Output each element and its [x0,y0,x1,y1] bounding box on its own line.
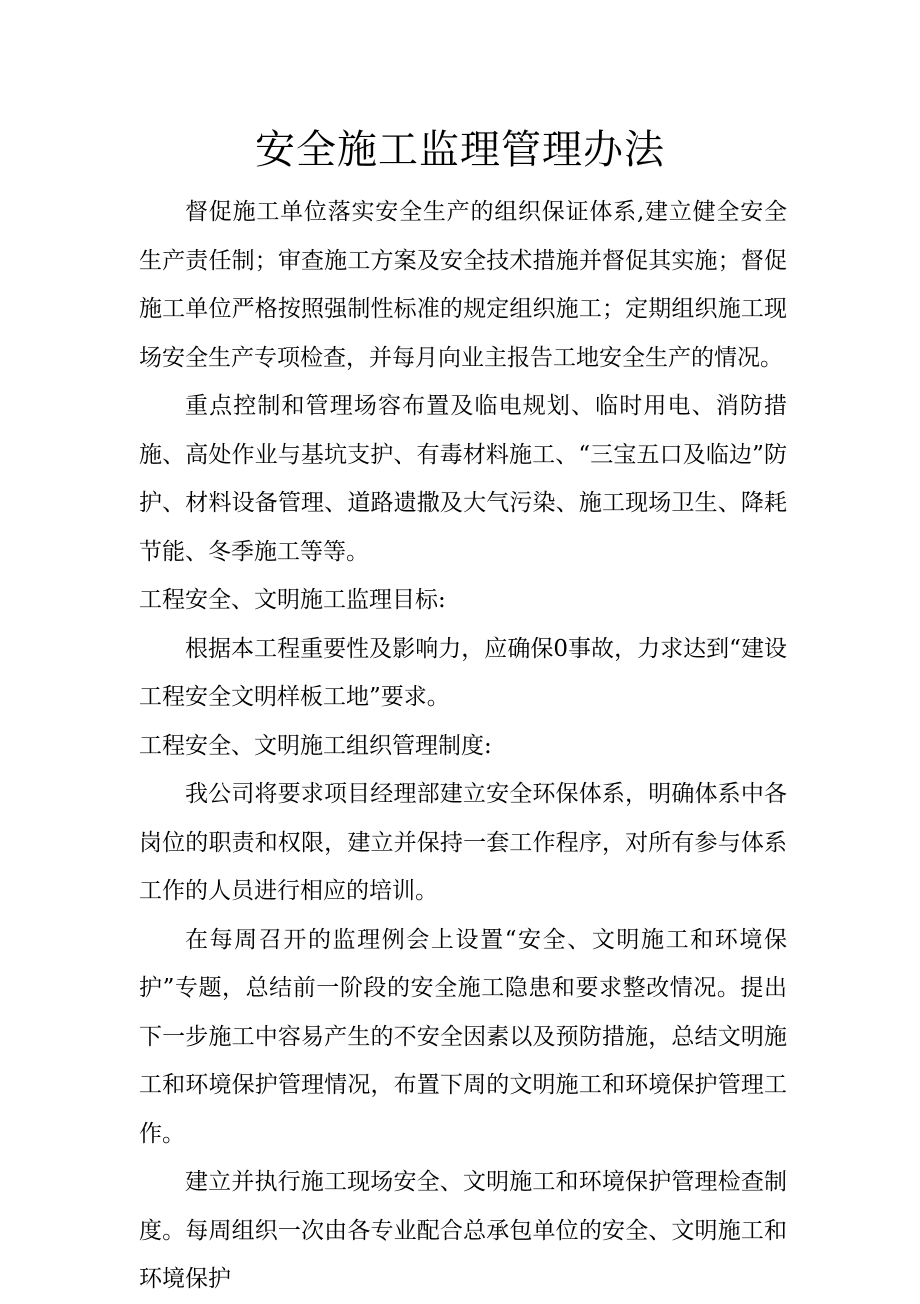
paragraph-safety-goals: 根据本工程重要性及影响力，应确保0事故，力求达到“建设工程安全文明样板工地”要求。 [139,635,787,710]
document-title: 安全施工监理管理办法 [255,127,665,173]
paragraph-weekly-meeting: 在每周召开的监理例会上设置“安全、文明施工和环境保护”专题，总结前一阶段的安全施工隐患和要求整改情况。提出下一步施工中容易产生的不安全因素以及预防措施，总结文明施工和环境保护管理情况，布置下周的文明施工和环境保护管理工作。 [139,926,787,1147]
paragraph-inspection-system: 建立并执行施工现场安全、文明施工和环境保护管理检查制度。每周组织一次由各专业配合总承包单位的安全、文明施工和环境保护 [139,1169,787,1292]
paragraph-supervision-duties: 督促施工单位落实安全生产的组织保证体系,建立健全安全生产责任制；审查施工方案及安全技术措施并督促其实施；督促施工单位严格按照强制性标准的规定组织施工；定期组织施工现场安全生产专项检查，并每月向业主报告工地安全生产的情况。 [139,199,787,371]
document-body [139,188,787,1304]
paragraph-system-setup: 我公司将要求项目经理部建立安全环保体系，明确体系中各岗位的职责和权限，建立并保持一套工作程序，对所有参与体系工作的人员进行相应的培训。 [139,781,787,904]
paragraph-key-controls: 重点控制和管理场容布置及临电规划、临时用电、消防措施、高处作业与基坑支护、有毒材料施工、“三宝五口及临边”防护、材料设备管理、道路遗撒及大气污染、施工现场卫生、降耗节能、冬季施工等等。 [139,393,787,565]
heading-management-system: 工程安全、文明施工组织管理制度: [139,732,492,759]
heading-safety-goals: 工程安全、文明施工监理目标: [139,587,446,613]
